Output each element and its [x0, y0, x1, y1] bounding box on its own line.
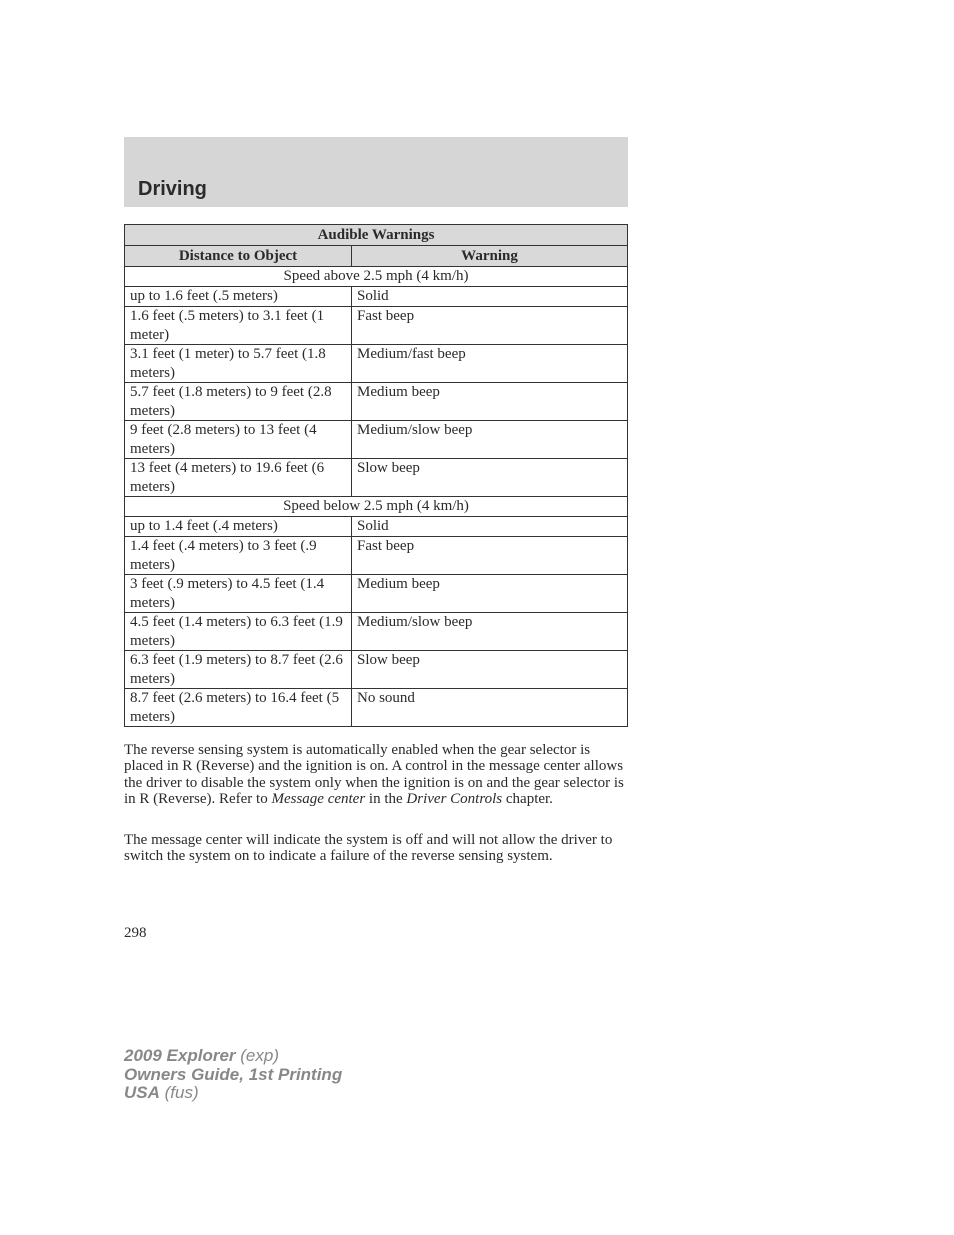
warning-cell: Medium/slow beep — [352, 421, 628, 459]
footer-line-3 — [124, 1084, 342, 1103]
warning-cell: Solid — [352, 287, 628, 307]
distance-cell: 9 feet (2.8 meters) to 13 feet (4 meters) — [125, 421, 352, 459]
table-row — [125, 459, 628, 497]
speed-section-label: Speed below 2.5 mph (4 km/h) — [125, 497, 628, 517]
warning-cell: Fast beep — [352, 307, 628, 345]
distance-cell: 1.6 feet (.5 meters) to 3.1 feet (1 meter) — [125, 307, 352, 345]
footer-line-1 — [124, 1047, 342, 1066]
table-body — [125, 267, 628, 727]
warning-cell: Medium/fast beep — [352, 345, 628, 383]
footer-region-code: (fus) — [164, 1083, 199, 1102]
table-row — [125, 517, 628, 537]
reference-driver-controls: Driver Controls — [406, 790, 503, 807]
distance-cell: 13 feet (4 meters) to 19.6 feet (6 meters) — [125, 459, 352, 497]
distance-cell: 1.4 feet (.4 meters) to 3 feet (.9 meters) — [125, 537, 352, 575]
paragraph-text: in the — [365, 790, 407, 807]
table-row — [125, 345, 628, 383]
table-row — [125, 537, 628, 575]
warning-cell: Fast beep — [352, 537, 628, 575]
warning-cell: Medium/slow beep — [352, 613, 628, 651]
footer-line-2 — [124, 1066, 342, 1085]
footer-printing: Owners Guide, 1st Printing — [124, 1064, 343, 1084]
table-row — [125, 651, 628, 689]
footer-model-code: (exp) — [240, 1046, 279, 1065]
warning-cell: Solid — [352, 517, 628, 537]
table-section-row — [125, 267, 628, 287]
speed-section-label: Speed above 2.5 mph (4 km/h) — [125, 267, 628, 287]
distance-cell: up to 1.6 feet (.5 meters) — [125, 287, 352, 307]
paragraph-text: The reverse sensing system is automatically enabled when the gear selector is placed in R (Reverse) and the ignition is on. A control in the message center allows the driver to disable the system only when the ignition is on and the gear selector is in R (Reverse). Refer to — [124, 742, 624, 807]
footer-edition — [124, 1047, 342, 1103]
warning-cell: Medium beep — [352, 383, 628, 421]
paragraph-system-off: The message center will indicate the system is off and will not allow the driver to switch the system on to indicate a failure of the reverse sensing system. — [124, 832, 613, 865]
table-row — [125, 575, 628, 613]
distance-cell: 8.7 feet (2.6 meters) to 16.4 feet (5 meters) — [125, 689, 352, 727]
footer-model: 2009 Explorer — [124, 1046, 236, 1065]
table-section-row — [125, 497, 628, 517]
page-number: 298 — [124, 925, 147, 941]
table-row — [125, 307, 628, 345]
table-row — [125, 689, 628, 727]
table-row — [125, 421, 628, 459]
column-header-distance: Distance to Object — [125, 246, 352, 267]
table-row — [125, 613, 628, 651]
distance-cell: 3.1 feet (1 meter) to 5.7 feet (1.8 meters) — [125, 345, 352, 383]
warning-cell: Medium beep — [352, 575, 628, 613]
distance-cell: 5.7 feet (1.8 meters) to 9 feet (2.8 meters) — [125, 383, 352, 421]
paragraph-reverse-sensing — [124, 742, 630, 807]
distance-cell: 3 feet (.9 meters) to 4.5 feet (1.4 meters) — [125, 575, 352, 613]
chapter-title: Driving — [138, 178, 207, 200]
reference-message-center: Message center — [271, 790, 366, 807]
table-title: Audible Warnings — [125, 225, 628, 246]
footer-region: USA — [124, 1083, 160, 1102]
column-header-warning: Warning — [352, 246, 628, 267]
table-row — [125, 383, 628, 421]
warning-cell: No sound — [352, 689, 628, 727]
distance-cell: up to 1.4 feet (.4 meters) — [125, 517, 352, 537]
distance-cell: 4.5 feet (1.4 meters) to 6.3 feet (1.9 meters) — [125, 613, 352, 651]
distance-cell: 6.3 feet (1.9 meters) to 8.7 feet (2.6 meters) — [125, 651, 352, 689]
paragraph-text: chapter. — [502, 790, 553, 807]
chapter-header-band — [124, 137, 628, 207]
audible-warnings-table — [124, 224, 628, 727]
table-row — [125, 287, 628, 307]
warning-cell: Slow beep — [352, 459, 628, 497]
warning-cell: Slow beep — [352, 651, 628, 689]
